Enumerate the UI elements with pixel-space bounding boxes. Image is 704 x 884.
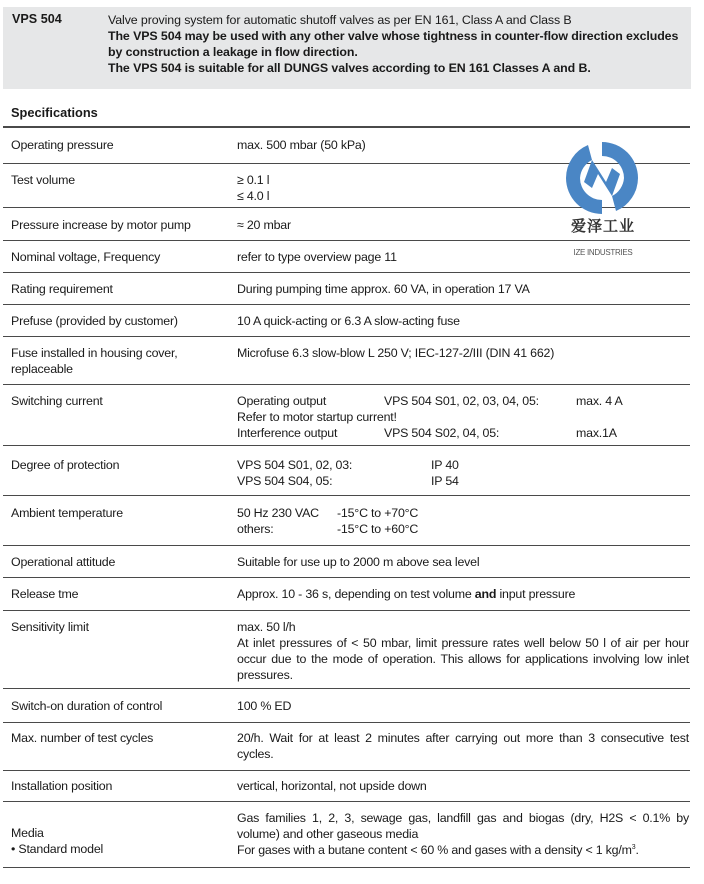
product-description	[108, 12, 693, 76]
protection-models: VPS 504 S01, 02, 03:	[237, 458, 353, 472]
release-time-emphasis: and	[474, 587, 497, 601]
operating-output-models: VPS 504 S01, 02, 03, 04, 05:	[384, 394, 539, 408]
ize-industries-logo-icon	[562, 138, 642, 218]
spec-value	[237, 172, 537, 204]
divider	[3, 384, 690, 385]
spec-label: Degree of protection	[11, 458, 120, 472]
model-name: VPS 504	[12, 12, 62, 26]
description-bold-line: The VPS 504 may be used with any other valve whose tightness in counter-flow direction excludes by construction a leakage in flow direction.	[108, 29, 679, 59]
protection-rating: IP 40	[431, 458, 459, 472]
temperature-range: -15°C to +60°C	[337, 522, 419, 536]
divider	[3, 304, 690, 305]
logo-zigzag	[584, 160, 620, 196]
divider	[3, 867, 690, 868]
spec-value	[237, 619, 689, 683]
startup-current-note: Refer to motor startup current!	[237, 410, 397, 424]
spec-label: Release tme	[11, 587, 79, 601]
protection-rating: IP 54	[431, 474, 459, 488]
test-volume-max: ≤ 4.0 l	[237, 189, 270, 203]
description-line: Valve proving system for automatic shutoff valves as per EN 161, Class A and Class B	[108, 13, 572, 27]
spec-value: refer to type overview page 11	[237, 250, 397, 264]
divider	[3, 445, 690, 446]
spec-value: 20/h. Wait for at least 2 minutes after carrying out more than 3 consecutive test cycles.	[237, 731, 689, 761]
divider	[3, 801, 690, 802]
media-label: Media	[11, 826, 44, 840]
interference-output-max: max.1A	[576, 426, 617, 440]
media-constraint-text: For gases with a butane content < 60 % and gases with a density < 1 kg/m	[237, 843, 632, 857]
spec-label: Nominal voltage, Frequency	[11, 250, 161, 264]
spec-label: Sensitivity limit	[11, 620, 89, 634]
divider	[3, 126, 690, 128]
logo-arc-left	[566, 145, 602, 214]
spec-value: During pumping time approx. 60 VA, in operation 17 VA	[237, 282, 530, 296]
divider	[3, 495, 690, 496]
product-banner	[3, 7, 691, 89]
spec-label: Operational attitude	[11, 555, 116, 569]
spec-label: Test volume	[11, 173, 75, 187]
divider	[3, 610, 690, 611]
superscript: 3	[631, 843, 636, 851]
spec-value	[237, 457, 689, 489]
protection-models: VPS 504 S04, 05:	[237, 474, 333, 488]
spec-label: Rating requirement	[11, 282, 113, 296]
spec-label: Max. number of test cycles	[11, 731, 154, 745]
spec-label: Installation position	[11, 779, 113, 793]
spec-label: Prefuse (provided by customer)	[11, 314, 178, 328]
operating-output-max: max. 4 A	[576, 394, 623, 408]
spec-value: 100 % ED	[237, 699, 292, 713]
spec-value: Microfuse 6.3 slow-blow L 250 V; IEC-127-2/III (DIN 41 662)	[237, 346, 555, 360]
temperature-range: -15°C to +70°C	[337, 506, 419, 520]
release-time-text: input pressure	[496, 587, 576, 601]
spec-value	[237, 505, 689, 537]
sensitivity-max: max. 50 l/h	[237, 620, 296, 634]
divider	[3, 545, 690, 546]
spec-label: Ambient temperature	[11, 506, 123, 520]
spec-value	[237, 586, 689, 602]
spec-value: Suitable for use up to 2000 m above sea level	[237, 555, 480, 569]
description-bold-line: The VPS 504 is suitable for all DUNGS valves according to EN 161 Classes A and B.	[108, 61, 591, 75]
spec-value: max. 500 mbar (50 kPa)	[237, 138, 366, 152]
spec-label: Switching current	[11, 394, 103, 408]
divider	[3, 688, 690, 689]
divider	[3, 240, 690, 241]
media-constraint-end: .	[635, 843, 639, 857]
media-gas-families: Gas families 1, 2, 3, sewage gas, landfill gas and biogas (dry, H2S < 0.1% by volume) and other gaseous media	[237, 811, 689, 841]
spec-value	[237, 393, 689, 441]
divider	[3, 722, 690, 723]
media-sublabel: • Standard model	[11, 842, 104, 856]
release-time-text: Approx. 10 - 36 s, depending on test volume	[237, 587, 475, 601]
divider	[3, 272, 690, 273]
interference-output-label: Interference output	[237, 426, 338, 440]
spec-label: Pressure increase by motor pump	[11, 218, 191, 232]
divider	[3, 770, 690, 771]
divider	[3, 577, 690, 578]
spec-label: Fuse installed in housing cover, replaceable	[11, 346, 178, 376]
sensitivity-note: At inlet pressures of < 50 mbar, limit pressure rates well below 50 l of air per hour occur due to the mode of operation. This allows for applications involving low inlet pressures.	[237, 636, 689, 682]
spec-value: vertical, horizontal, not upside down	[237, 779, 427, 793]
temperature-condition: 50 Hz 230 VAC	[237, 506, 319, 520]
spec-label: Switch-on duration of control	[11, 699, 163, 713]
operating-output-label: Operating output	[237, 394, 327, 408]
spec-value	[237, 810, 689, 858]
spec-value: 10 A quick-acting or 6.3 A slow-acting fuse	[237, 314, 460, 328]
divider	[3, 336, 690, 337]
watermark-brand-cn: 爱泽工业	[570, 218, 635, 235]
spec-value: ≈ 20 mbar	[237, 218, 291, 232]
media-gas-constraints	[237, 842, 689, 858]
section-title: Specifications	[11, 105, 98, 120]
logo-arc-right	[602, 142, 638, 211]
spec-label: Operating pressure	[11, 138, 114, 152]
spec-label	[11, 825, 226, 857]
interference-output-models: VPS 504 S02, 04, 05:	[384, 426, 500, 440]
temperature-condition: others:	[237, 522, 274, 536]
test-volume-min: ≥ 0.1 l	[237, 173, 270, 187]
watermark-brand-en: IZE INDUSTRIES	[573, 248, 633, 257]
